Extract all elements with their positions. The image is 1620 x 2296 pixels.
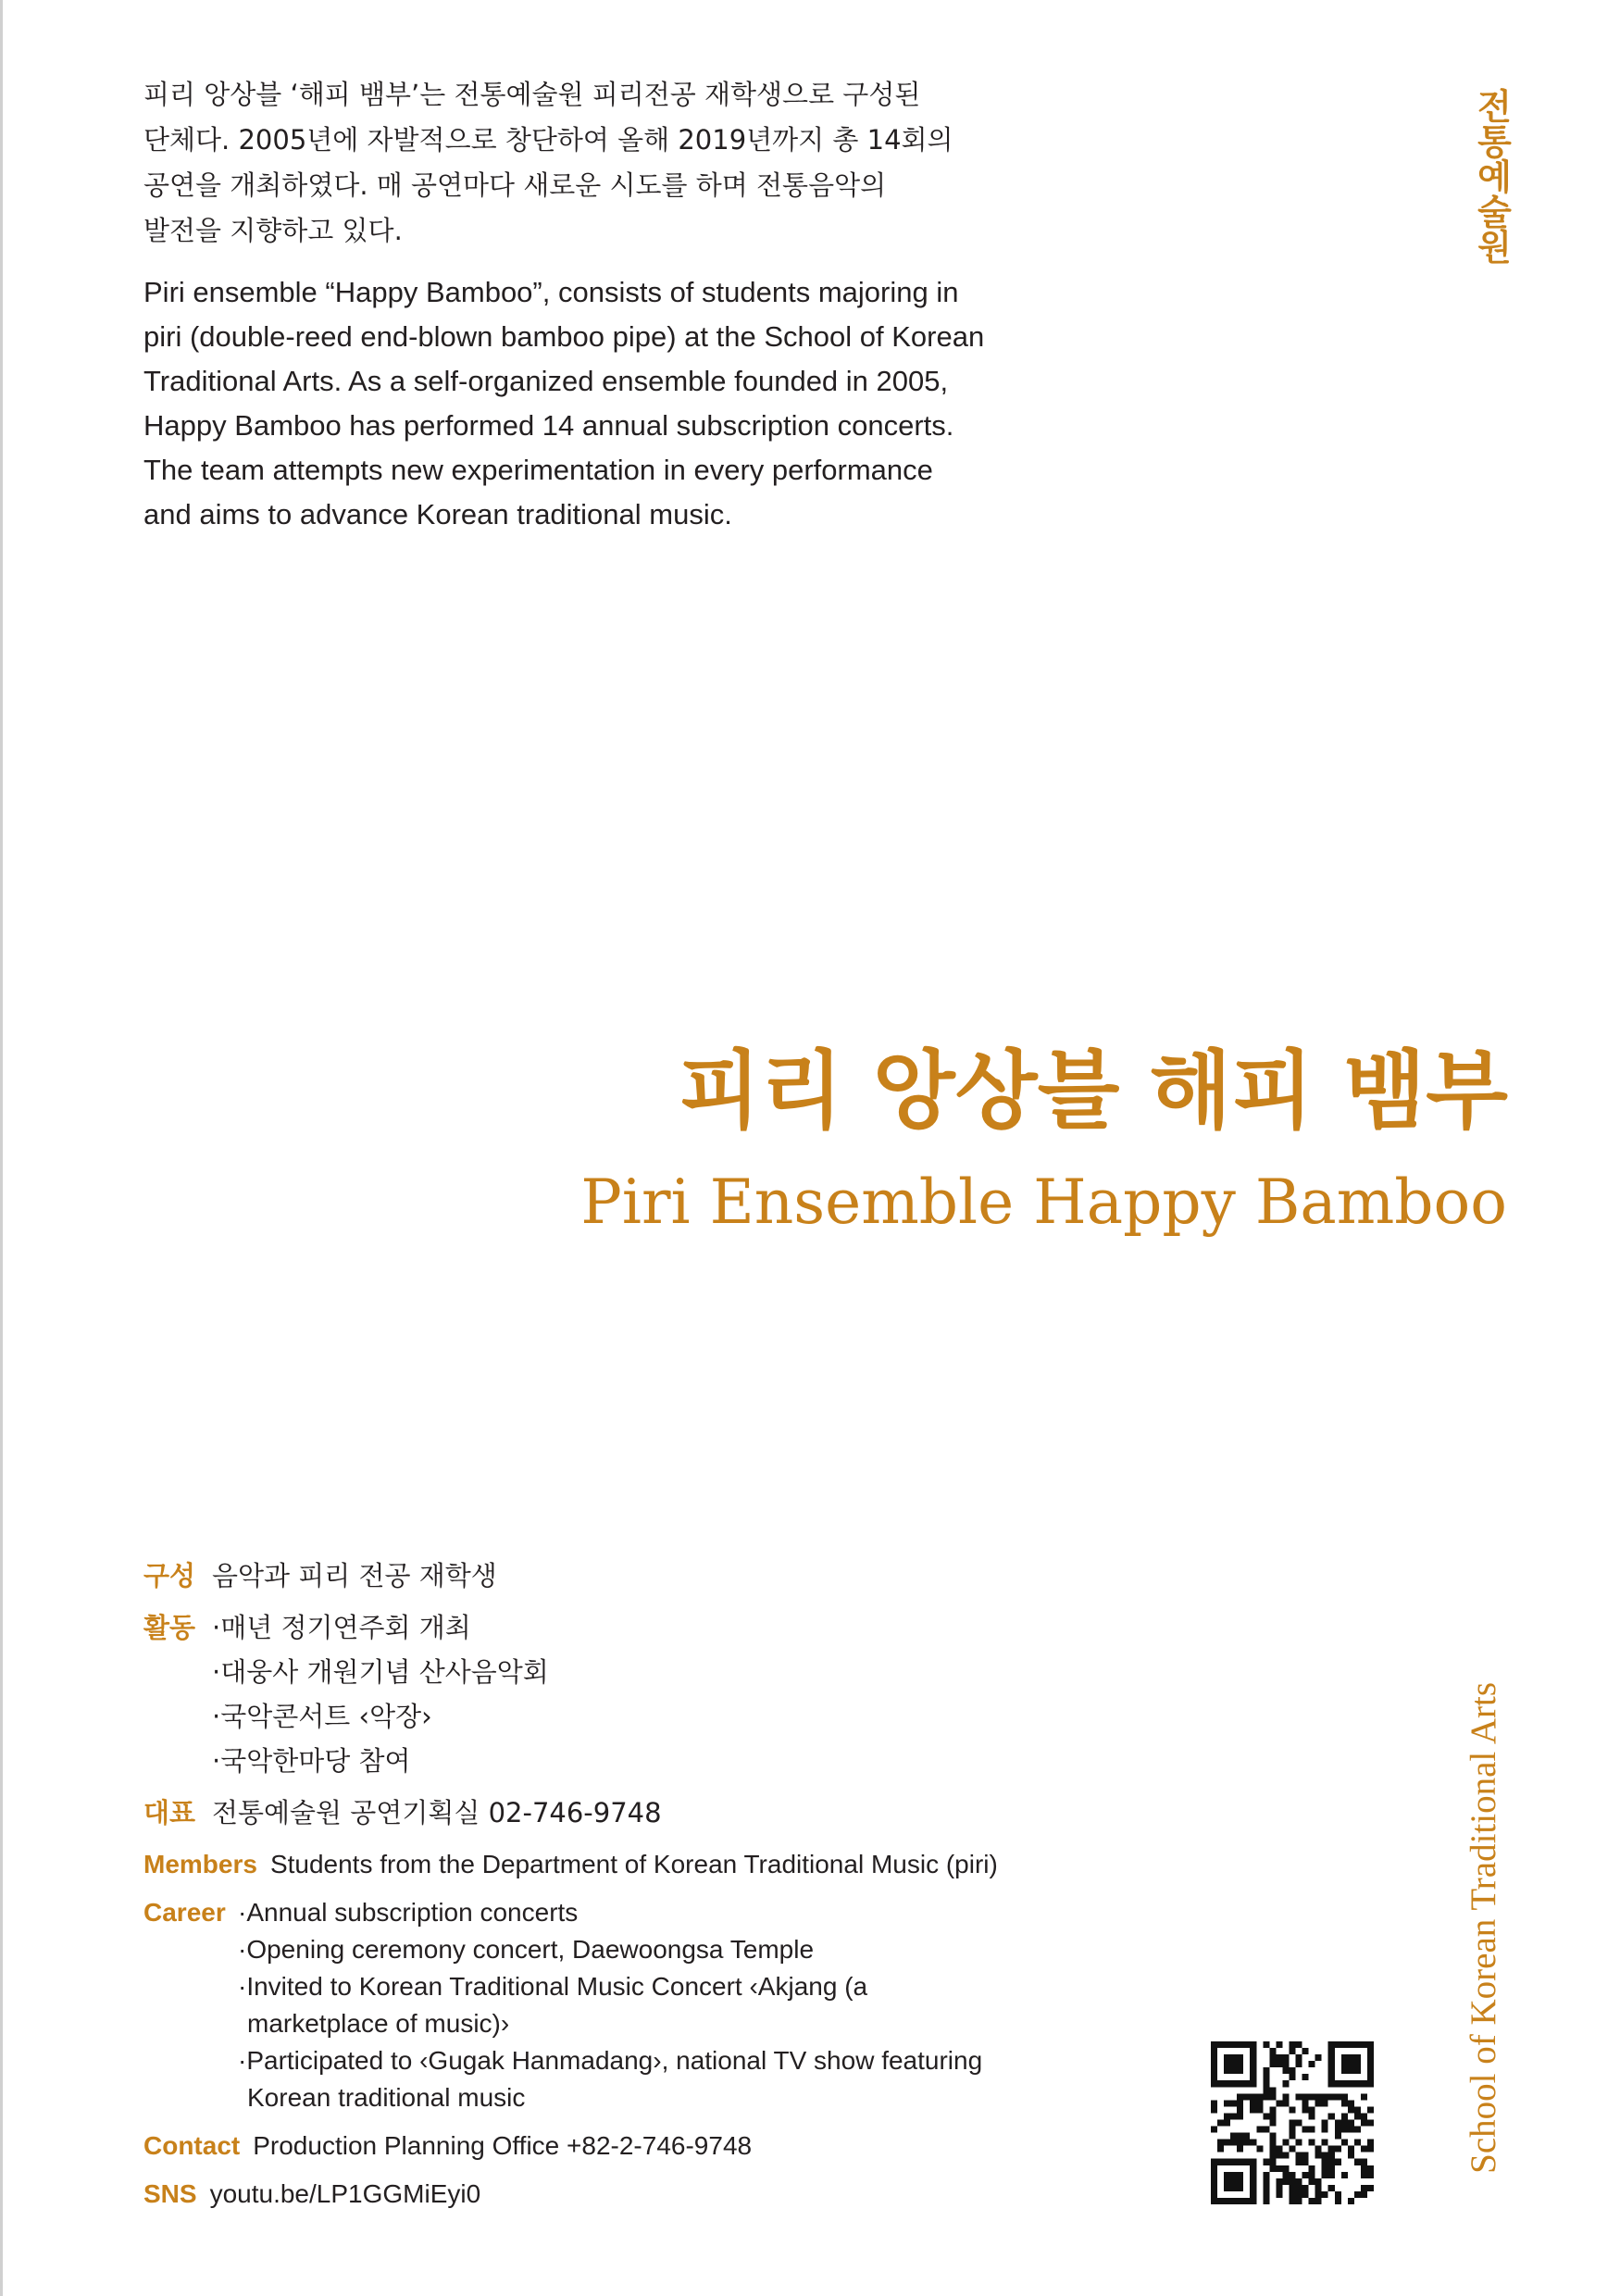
career-en-label: Career: [143, 1898, 226, 1927]
intro-ko-line: 피리 앙상블 ‘해피 뱀부’는 전통예술원 피리전공 재학생으로 구성된: [143, 79, 921, 110]
career-item: ·Opening ceremony concert, Daewoongsa Temple: [238, 1935, 815, 1964]
contact-ko-value: 전통예술원 공연기획실 02-746-9748: [212, 1797, 662, 1828]
intro-en-line: Happy Bamboo has performed 14 annual subscription concerts.: [143, 409, 954, 442]
school-name-english-text: School of Korean Traditional Arts: [1464, 1681, 1503, 2174]
members-ko-row: [143, 1554, 1115, 1598]
activity-item: ·국악한마당 참여: [212, 1745, 411, 1777]
contact-ko-row: [143, 1791, 1115, 1835]
school-name-english-vertical: [1463, 1650, 1509, 2205]
members-en-value: Students from the Department of Korean Traditional Music (piri): [269, 1850, 998, 1878]
intro-korean: [143, 72, 1032, 254]
sns-link[interactable]: youtu.be/LP1GGMiEyi0: [209, 2179, 481, 2208]
sns-en-label: SNS: [143, 2179, 197, 2208]
career-item: ·Annual subscription concerts: [238, 1898, 579, 1927]
title-korean: 피리 앙상블 해피 뱀부: [679, 1042, 1508, 1141]
activities-ko-list: [212, 1605, 549, 1783]
members-ko-label: 구성: [143, 1560, 196, 1591]
career-en-list: [238, 1894, 982, 2116]
intro-section: [143, 72, 1032, 537]
intro-en-line: Piri ensemble “Happy Bamboo”, consists of students majoring in: [143, 276, 959, 308]
intro-ko-line: 단체다. 2005년에 자발적으로 창단하여 올해 2019년까지 총 14회의: [143, 124, 953, 156]
contact-ko-label: 대표: [143, 1797, 196, 1828]
title-english: Piri Ensemble Happy Bamboo: [580, 1167, 1507, 1238]
intro-en-line: The team attempts new experimentation in every performance: [143, 454, 933, 486]
intro-en-line: and aims to advance Korean traditional music.: [143, 498, 732, 530]
career-item: ·Participated to ‹Gugak Hanmadang›, national TV show featuring: [238, 2046, 983, 2075]
activities-ko-row: [143, 1605, 1115, 1783]
members-en-row: [143, 1846, 1115, 1883]
intro-ko-line: 공연을 개최하였다. 매 공연마다 새로운 시도를 하며 전통음악의: [143, 169, 887, 201]
school-name-korean-vertical: 전통예술원: [1471, 88, 1512, 264]
qr-code-icon[interactable]: [1211, 2041, 1374, 2204]
members-ko-value: 음악과 피리 전공 재학생: [212, 1560, 497, 1591]
activities-ko-label: 활동: [143, 1612, 196, 1643]
sns-en-row: [143, 2176, 1115, 2213]
activity-item: ·대웅사 개원기념 산사음악회: [212, 1656, 549, 1688]
activity-item: ·국악콘서트 ‹악장›: [212, 1701, 432, 1732]
career-item: ·Invited to Korean Traditional Music Concert ‹Akjang (a: [238, 1972, 868, 2001]
career-item-continuation: marketplace of music)›: [247, 2009, 510, 2038]
contact-en-row: [143, 2128, 1115, 2165]
career-en-row: [143, 1894, 1115, 2116]
intro-en-line: piri (double-reed end-blown bamboo pipe) at the School of Korean: [143, 320, 985, 353]
qr-code-graphic: [1211, 2041, 1374, 2204]
career-item-continuation: Korean traditional music: [247, 2083, 526, 2112]
activity-item: ·매년 정기연주회 개최: [212, 1612, 471, 1643]
intro-english: [143, 270, 1032, 537]
info-section: [143, 1554, 1115, 2224]
members-en-label: Members: [143, 1850, 257, 1878]
intro-en-line: Traditional Arts. As a self-organized ensemble founded in 2005,: [143, 365, 949, 397]
page-edge: [0, 0, 3, 2296]
contact-en-label: Contact: [143, 2131, 241, 2160]
contact-en-value: Production Planning Office +82-2-746-9748: [253, 2131, 753, 2160]
intro-ko-line: 발전을 지향하고 있다.: [143, 215, 403, 246]
